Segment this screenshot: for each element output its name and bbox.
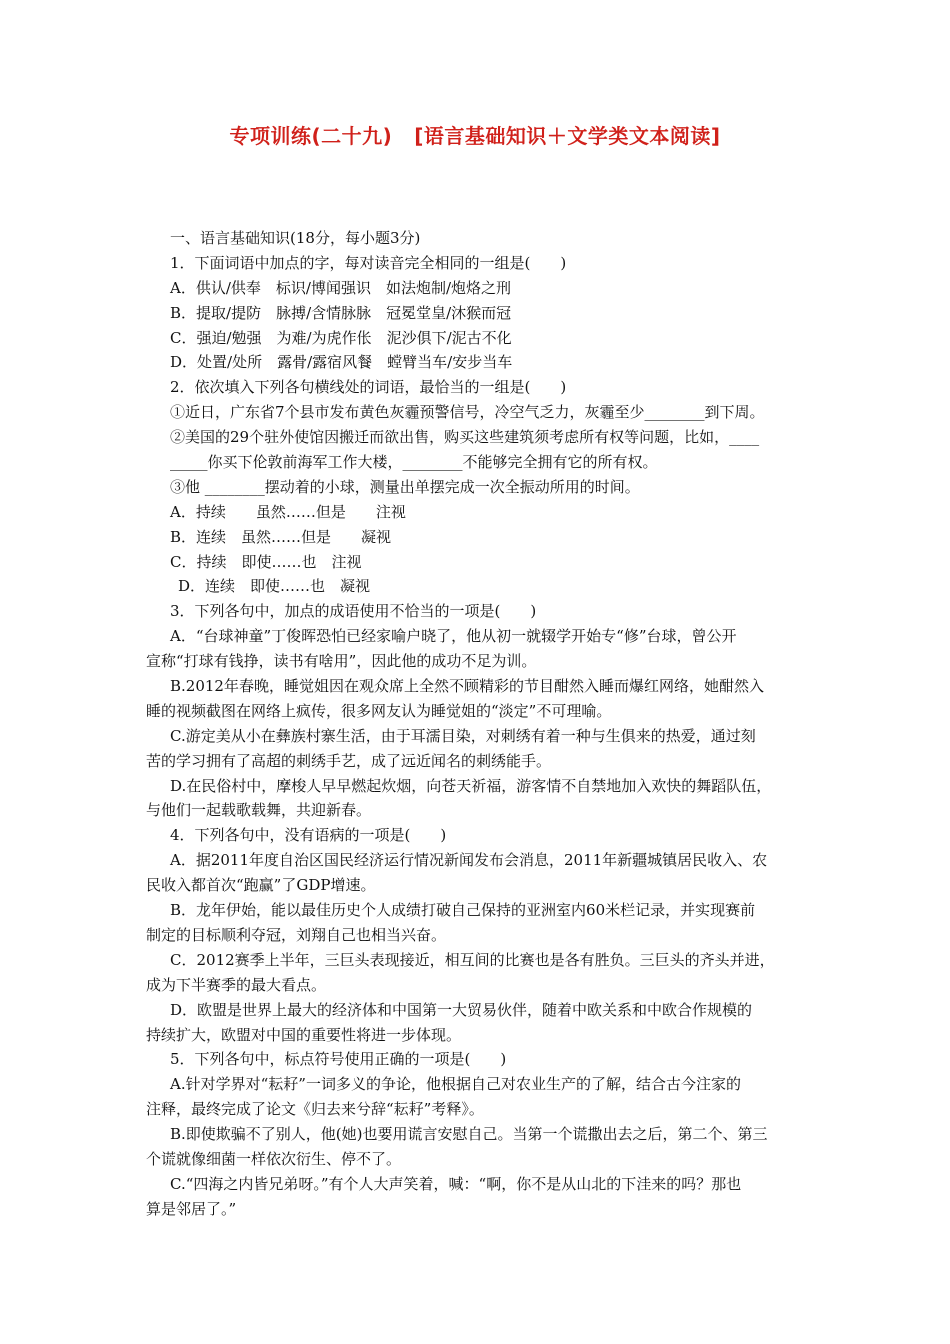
question-2-sentence-2-cont: _____你买下伦敦前海军工作大楼，________不能够完全拥有它的所有权。 xyxy=(170,453,658,472)
question-5-option-a-cont: 注释，最终完成了论文《归去来兮辞“耘耔”考释》。 xyxy=(146,1100,484,1119)
question-3-option-d-cont: 与他们一起载歌载舞，共迎新春。 xyxy=(146,801,372,820)
question-5-stem: 5．下列各句中，标点符号使用正确的一项是( ) xyxy=(170,1050,507,1069)
title-subject: [语言基础知识＋文学类文本阅读] xyxy=(414,124,721,148)
question-5-option-b: B.即使欺骗不了别人，他(她)也要用谎言安慰自己。当第一个谎撒出去之后，第二个、第三 xyxy=(170,1125,768,1144)
question-4-option-a-cont: 民收入都首次“跑赢”了GDP增速。 xyxy=(146,876,376,895)
question-5-option-c-cont: 算是邻居了。” xyxy=(146,1199,237,1218)
question-2-option-b: B．连续 虽然……但是 凝视 xyxy=(170,527,392,546)
question-body xyxy=(146,226,816,1222)
question-2-sentence-2: ②美国的29个驻外使馆因搬迁而欲出售，购买这些建筑须考虑所有权等问题，比如，____ xyxy=(170,428,760,447)
question-4-option-a: A．据2011年度自治区国民经济运行情况新闻发布会消息，2011年新疆城镇居民收入、农 xyxy=(170,851,768,870)
question-3-option-a: A．“台球神童”丁俊晖恐怕已经家喻户晓了，他从初一就辍学开始专“修”台球，曾公开 xyxy=(170,627,737,646)
page-title xyxy=(0,120,950,149)
question-1-option-d: D．处置/处所 露骨/露宿风餐 螳臂当车/安步当车 xyxy=(170,353,513,372)
question-2-stem: 2．依次填入下列各句横线处的词语，最恰当的一组是( ) xyxy=(170,378,567,397)
question-2-sentence-1: ①近日，广东省7个县市发布黄色灰霾预警信号，冷空气乏力，灰霾至少________到下周。 xyxy=(170,403,765,422)
section-heading: 一、语言基础知识(18分，每小题3分) xyxy=(170,229,421,247)
question-4-stem: 4．下列各句中，没有语病的一项是( ) xyxy=(170,826,447,845)
question-1-option-a: A．供认/供奉 标识/博闻强识 如法炮制/炮烙之刑 xyxy=(170,278,511,297)
question-2-sentence-3: ③他 ________摆动着的小球，测量出单摆完成一次全振动所用的时间。 xyxy=(170,477,640,496)
question-1-option-b: B．提取/提防 脉搏/含情脉脉 冠冕堂皇/沐猴而冠 xyxy=(170,303,512,322)
question-4-option-d-cont: 持续扩大，欧盟对中国的重要性将进一步体现。 xyxy=(146,1025,462,1044)
question-5-option-c: C.“四海之内皆兄弟呀。”有个人大声笑着，喊：“啊，你不是从山北的下洼来的吗？那也 xyxy=(170,1174,742,1193)
question-2-option-a: A．持续 虽然……但是 注视 xyxy=(170,502,406,521)
question-3-option-c-cont: 苦的学习拥有了高超的刺绣手艺，成了远近闻名的刺绣能手。 xyxy=(146,751,552,770)
question-3-option-d: D.在民俗村中，摩梭人早早燃起炊烟，向苍天祈福，游客情不自禁地加入欢快的舞蹈队伍， xyxy=(170,776,772,795)
question-5-option-b-cont: 个谎就像细菌一样依次衍生、停不了。 xyxy=(146,1149,402,1168)
question-2-option-d: D．连续 即使……也 凝视 xyxy=(178,577,371,596)
question-4-option-b: B．龙年伊始，能以最佳历史个人成绩打破自己保持的亚洲室内60米栏记录，并实现赛前 xyxy=(170,901,756,920)
question-1-option-c: C．强迫/勉强 为难/为虎作伥 泥沙俱下/泥古不化 xyxy=(170,328,512,347)
question-4-option-c: C．2012赛季上半年，三巨头表现接近，相互间的比赛也是各有胜负。三巨头的齐头并进， xyxy=(170,950,775,969)
question-5-option-a: A.针对学界对“耘耔”一词多义的争论，他根据自己对农业生产的了解，结合古今注家的 xyxy=(170,1075,741,1094)
question-3-option-b: B.2012年春晚，睡觉姐因在观众席上全然不顾精彩的节目酣然入睡而爆红网络，她酣然入 xyxy=(170,677,764,696)
question-3-stem: 3．下列各句中，加点的成语使用不恰当的一项是( ) xyxy=(170,602,537,621)
question-3-option-b-cont: 睡的视频截图在网络上疯传，很多网友认为睡觉姐的“淡定”不可理喻。 xyxy=(146,701,612,720)
title-main: 专项训练(二十九) xyxy=(229,124,393,148)
question-1-stem: 1．下面词语中加点的字，每对读音完全相同的一组是( ) xyxy=(170,253,567,272)
question-4-option-d: D．欧盟是世界上最大的经济体和中国第一大贸易伙伴，随着中欧关系和中欧合作规模的 xyxy=(170,1000,753,1019)
question-4-option-b-cont: 制定的目标顺利夺冠，刘翔自己也相当兴奋。 xyxy=(146,925,447,944)
question-3-option-a-cont: 宣称“打球有钱挣，读书有啥用”，因此他的成功不足为训。 xyxy=(146,652,537,671)
question-4-option-c-cont: 成为下半赛季的最大看点。 xyxy=(146,975,327,994)
question-3-option-c: C.游定美从小在彝族村寨生活，由于耳濡目染，对刺绣有着一种与生俱来的热爱，通过刻 xyxy=(170,726,756,745)
question-2-option-c: C．持续 即使……也 注视 xyxy=(170,552,362,571)
